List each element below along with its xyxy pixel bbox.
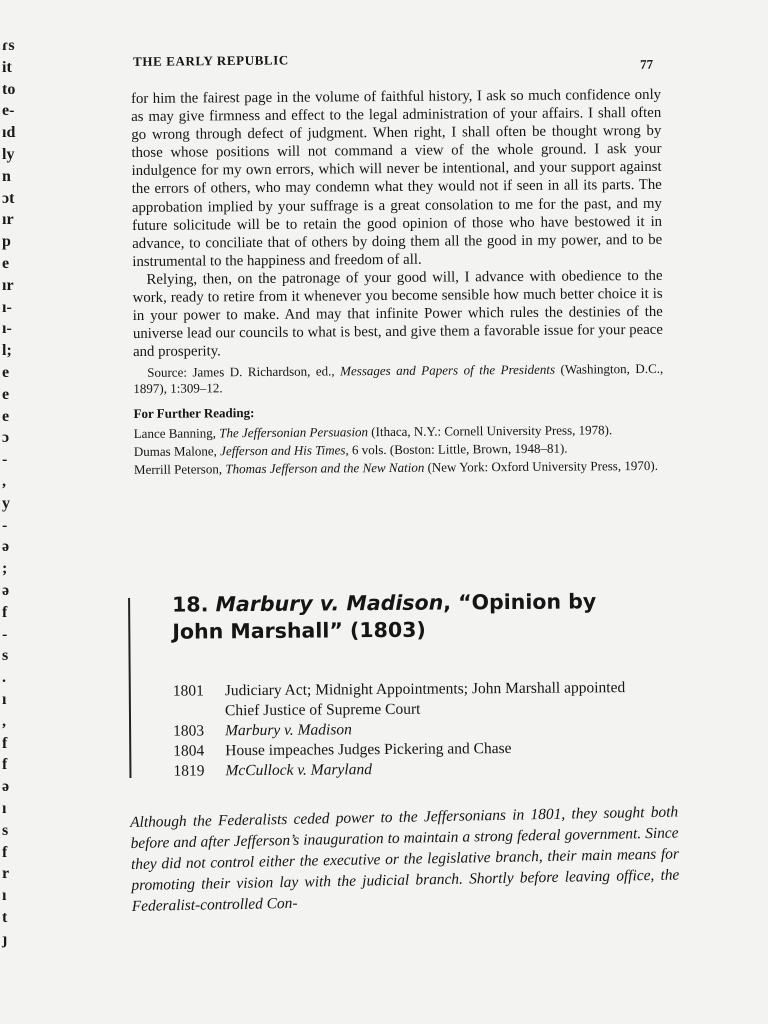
margin-fragment: - [2,625,8,643]
margin-fragment: f [2,734,8,752]
timeline-row [173,678,643,722]
reference-author: Dumas Malone, [133,442,221,459]
margin-fragment: p [2,233,11,251]
reference-author: Lance Banning, [133,424,220,441]
source-title: Messages and Papers of the Presidents [340,362,556,379]
timeline-year: 1801 [172,682,204,700]
margin-fragment: s [2,821,9,839]
margin-fragment: ır [2,211,14,229]
margin-fragment: it [2,58,12,76]
reference-title: The Jeffersonian Persuasion [219,423,369,440]
margin-fragment: e [2,255,10,272]
paragraph: Relying, then, on the patronage of your good will, I advance with obedience to the work, ready to retire from it whenever you become sensible how much better choice it is in your power to make. And may that infinite Power which rules the destinies of the universe lead our councils to what is best, and give them a favorable issue for your peace and prosperity. [132,267,663,361]
margin-fragment: ə [2,582,10,599]
margin-fragment: ə [2,778,10,796]
vertical-rule [128,598,131,778]
reference-publication: , 6 vols. (Boston: Little, Brown, 1948–81). [345,440,568,457]
paragraph: for him the fairest page in the volume of faithful history, I ask so much confidence only as may give firmness and effect to the legal administration of your affairs. I shall often go wrong through defect of judgment. When right, I shall often be thought wrong by those whose positions will not command a view of the whole ground. I ask your indulgence for my own errors, which will never be intentional, and your support against the errors of others, who may condemn what they would not if seen in all its parts. The approbation implied by your suffrage is a great consolation to me for the past, and my future solicitude will be to retain the good opinion of those who have bestowed it in advance, to conciliate that of others by doing them all the good in my power, and to be instrumental to the happiness and freedom of all. [131,86,663,270]
margin-fragment: - [2,516,8,534]
margin-fragment: ly [2,146,15,163]
margin-fragment: e [2,385,10,403]
timeline-year: 1804 [173,742,205,760]
reference-title: Thomas Jefferson and the New Nation [225,459,425,476]
timeline-event: House impeaches Judges Pickering and Chase [225,739,512,760]
introduction-paragraph: Although the Federalists ceded power to the Jeffersonians in 1801, they sought both before and after Jefferson’s inauguration to maintain a strong federal government. Since they did not control either the executive or the legislative branch, their main means for promoting their vision lay with the judicial branch. Shortly before leaving office, the Federalist-controlled Con- [130,803,680,915]
timeline-event: McCullock v. Maryland [225,761,372,780]
margin-fragment: to [2,80,16,98]
margin-fragment: e [2,407,10,425]
reference-entry [134,457,664,477]
further-reading-heading: For Further Reading: [133,405,255,422]
margin-fragment: f [2,603,8,621]
reference-entry [134,421,664,441]
body-text [131,86,664,478]
margin-fragment: , [2,712,6,730]
reference-publication: (Ithaca, N.Y.: Cornell University Press, 1978). [367,421,613,439]
margin-fragment: t [2,909,8,926]
running-head: THE EARLY REPUBLIC [133,52,289,69]
margin-fragment: s [2,647,9,665]
margin-fragment: ı- [2,320,12,338]
document-header [128,586,669,780]
margin-fragment: n [2,167,11,185]
title-rest: , “Opinion by John Marshall” (1803) [172,589,597,644]
margin-fragment: f [2,843,8,861]
source-suffix: (Washington, D.C., 1897), 1:309–12. [133,361,664,397]
reference-entry [134,439,664,459]
reference-publication: (New York: Oxford University Press, 1970). [424,457,658,475]
margin-fragment: y [2,494,10,512]
margin-fragment: f [2,756,8,774]
margin-fragment: l; [2,342,12,360]
source-prefix: Source: James D. Richardson, ed., [147,363,341,381]
margin-fragment: r [2,865,10,883]
page-number: 77 [640,56,654,72]
document-number: 18. [172,592,209,617]
margin-fragment: ı- [2,298,12,316]
timeline-year: 1819 [173,762,205,780]
page-header [133,49,653,78]
source-citation [133,361,663,397]
margin-fragment: ɾs [2,37,15,54]
margin-fragment: ıd [2,124,16,142]
margin-fragment: ı [2,887,7,905]
reference-author: Merrill Peterson, [133,460,226,477]
timeline [173,678,644,782]
timeline-event: Marbury v. Madison [225,721,352,740]
timeline-event: Judiciary Act; Midnight Appointments; John Marshall appointed Chief Justice of Supreme Court [224,679,626,720]
margin-fragment: ə [2,538,10,556]
document-title [172,588,642,646]
margin-fragment: ; [2,560,8,578]
case-name: Marbury v. Madison [215,590,444,617]
margin-fragment: ȷ [2,930,8,948]
reference-title: Jefferson and His Times [220,441,346,458]
margin-fragment: ır [2,276,14,294]
margin-fragment: . [2,669,6,687]
margin-fragment: ɔ [2,429,10,447]
margin-fragment: , [2,473,6,490]
margin-fragment: e- [2,102,15,120]
margin-fragment: ı [2,800,7,817]
timeline-year: 1803 [173,722,205,740]
margin-fragment: - [2,451,8,469]
timeline-row [173,758,643,782]
margin-fragment: ı [2,691,7,708]
margin-fragment: e [2,364,10,381]
margin-fragment: ɔt [2,189,15,207]
